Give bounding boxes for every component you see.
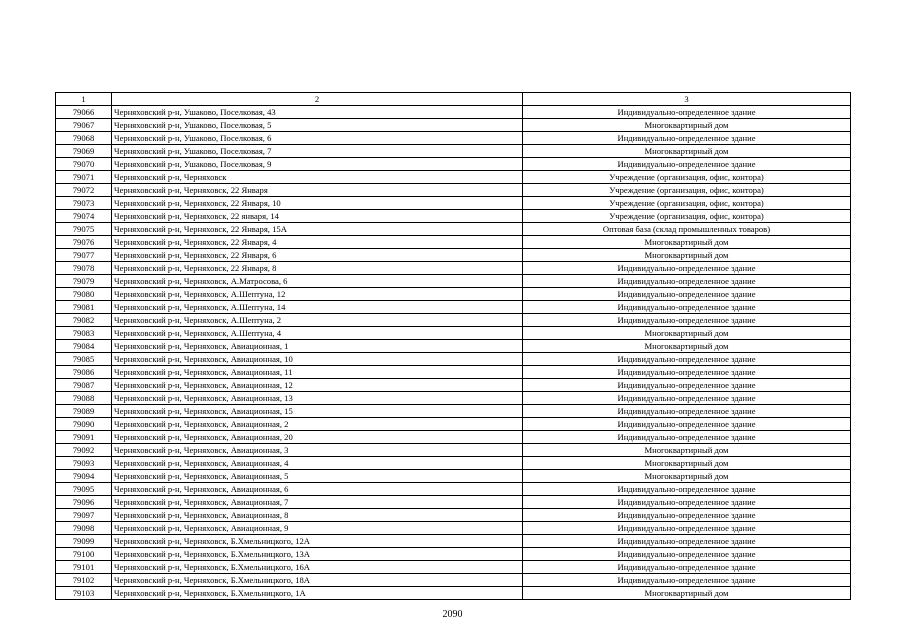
record-number-cell: 79067: [56, 119, 112, 132]
address-cell: Черняховский р-н, Черняховск, А.Шептуна, 4: [112, 327, 523, 340]
table-row: [56, 327, 851, 340]
record-number-cell: 79079: [56, 275, 112, 288]
building-type-cell: Индивидуально-определенное здание: [523, 418, 851, 431]
building-type-cell: Учреждение (организация, офис, контора): [523, 197, 851, 210]
table-row: [56, 171, 851, 184]
table-row: [56, 366, 851, 379]
address-cell: Черняховский р-н, Черняховск, Б.Хмельницкого, 1А: [112, 587, 523, 600]
building-type-cell: Индивидуально-определенное здание: [523, 353, 851, 366]
table-row: [56, 340, 851, 353]
record-number-cell: 79090: [56, 418, 112, 431]
record-number-cell: 79097: [56, 509, 112, 522]
record-number-cell: 79074: [56, 210, 112, 223]
building-type-cell: Индивидуально-определенное здание: [523, 106, 851, 119]
record-number-cell: 79084: [56, 340, 112, 353]
page-number: 2090: [442, 609, 463, 620]
building-type-cell: Индивидуально-определенное здание: [523, 561, 851, 574]
table-row: [56, 158, 851, 171]
record-number-cell: 79091: [56, 431, 112, 444]
record-number-cell: 79098: [56, 522, 112, 535]
building-type-cell: Многоквартирный дом: [523, 145, 851, 158]
table-row: [56, 496, 851, 509]
address-cell: Черняховский р-н, Ушаково, Поселковая, 5: [112, 119, 523, 132]
record-number-cell: 79081: [56, 301, 112, 314]
table-row: [56, 535, 851, 548]
building-type-cell: Индивидуально-определенное здание: [523, 574, 851, 587]
record-number-cell: 79082: [56, 314, 112, 327]
table-row: [56, 236, 851, 249]
record-number-cell: 79096: [56, 496, 112, 509]
address-cell: Черняховский р-н, Черняховск, Б.Хмельницкого, 12А: [112, 535, 523, 548]
building-type-cell: Многоквартирный дом: [523, 119, 851, 132]
address-cell: Черняховский р-н, Черняховск, 22 Января, 15А: [112, 223, 523, 236]
address-cell: Черняховский р-н, Черняховск, Авиационная, 4: [112, 457, 523, 470]
record-number-cell: 79099: [56, 535, 112, 548]
address-cell: Черняховский р-н, Черняховск, Авиационная, 7: [112, 496, 523, 509]
building-type-cell: Индивидуально-определенное здание: [523, 522, 851, 535]
record-number-cell: 79080: [56, 288, 112, 301]
building-type-cell: Индивидуально-определенное здание: [523, 275, 851, 288]
record-number-cell: 79101: [56, 561, 112, 574]
address-cell: Черняховский р-н, Черняховск, А.Матросова, 6: [112, 275, 523, 288]
address-cell: Черняховский р-н, Черняховск, Авиационная, 8: [112, 509, 523, 522]
record-number-cell: 79103: [56, 587, 112, 600]
table-row: [56, 483, 851, 496]
building-type-cell: Многоквартирный дом: [523, 340, 851, 353]
record-number-cell: 79085: [56, 353, 112, 366]
record-number-cell: 79088: [56, 392, 112, 405]
building-type-cell: Многоквартирный дом: [523, 444, 851, 457]
table-row: [56, 561, 851, 574]
address-cell: Черняховский р-н, Ушаково, Поселковая, 7: [112, 145, 523, 158]
table-row: [56, 314, 851, 327]
record-number-cell: 79068: [56, 132, 112, 145]
address-cell: Черняховский р-н, Черняховск, А.Шептуна, 12: [112, 288, 523, 301]
record-number-cell: 79078: [56, 262, 112, 275]
table-row: [56, 288, 851, 301]
building-registry-table: [55, 92, 851, 600]
address-cell: Черняховский р-н, Черняховск, Авиационная, 1: [112, 340, 523, 353]
address-cell: Черняховский р-н, Черняховск, 22 Января: [112, 184, 523, 197]
building-type-cell: Индивидуально-определенное здание: [523, 158, 851, 171]
building-type-cell: Индивидуально-определенное здание: [523, 483, 851, 496]
address-cell: Черняховский р-н, Черняховск, Авиационная, 13: [112, 392, 523, 405]
building-type-cell: Многоквартирный дом: [523, 587, 851, 600]
building-type-cell: Индивидуально-определенное здание: [523, 366, 851, 379]
table-row: [56, 132, 851, 145]
building-type-cell: Многоквартирный дом: [523, 327, 851, 340]
table-row: [56, 392, 851, 405]
building-type-cell: Учреждение (организация, офис, контора): [523, 210, 851, 223]
building-type-cell: Индивидуально-определенное здание: [523, 496, 851, 509]
table-row: [56, 587, 851, 600]
building-type-cell: Индивидуально-определенное здание: [523, 288, 851, 301]
address-cell: Черняховский р-н, Ушаково, Поселковая, 43: [112, 106, 523, 119]
address-cell: Черняховский р-н, Черняховск, Авиационная, 6: [112, 483, 523, 496]
building-type-cell: Индивидуально-определенное здание: [523, 301, 851, 314]
table-row: [56, 275, 851, 288]
record-number-cell: 79102: [56, 574, 112, 587]
building-type-cell: Учреждение (организация, офис, контора): [523, 184, 851, 197]
record-number-cell: 79073: [56, 197, 112, 210]
address-cell: Черняховский р-н, Черняховск, Б.Хмельницкого, 16А: [112, 561, 523, 574]
table-row: [56, 470, 851, 483]
record-number-cell: 79075: [56, 223, 112, 236]
column-header-address: 2: [112, 93, 523, 106]
table-row: [56, 184, 851, 197]
address-cell: Черняховский р-н, Черняховск, 22 Января, 6: [112, 249, 523, 262]
table-row: [56, 197, 851, 210]
table-row: [56, 418, 851, 431]
building-type-cell: Индивидуально-определенное здание: [523, 535, 851, 548]
record-number-cell: 79086: [56, 366, 112, 379]
table-row: [56, 223, 851, 236]
address-cell: Черняховский р-н, Черняховск, 22 января, 14: [112, 210, 523, 223]
table-row: [56, 522, 851, 535]
record-number-cell: 79093: [56, 457, 112, 470]
address-cell: Черняховский р-н, Черняховск, Б.Хмельницкого, 18А: [112, 574, 523, 587]
building-type-cell: Индивидуально-определенное здание: [523, 548, 851, 561]
building-type-cell: Многоквартирный дом: [523, 470, 851, 483]
address-cell: Черняховский р-н, Черняховск, 22 Января, 8: [112, 262, 523, 275]
address-cell: Черняховский р-н, Ушаково, Поселковая, 6: [112, 132, 523, 145]
table-row: [56, 574, 851, 587]
record-number-cell: 79077: [56, 249, 112, 262]
address-cell: Черняховский р-н, Черняховск, Авиационная, 11: [112, 366, 523, 379]
address-cell: Черняховский р-н, Черняховск, Б.Хмельницкого, 13А: [112, 548, 523, 561]
record-number-cell: 79089: [56, 405, 112, 418]
record-number-cell: 79066: [56, 106, 112, 119]
address-cell: Черняховский р-н, Черняховск, Авиационная, 9: [112, 522, 523, 535]
building-type-cell: Многоквартирный дом: [523, 457, 851, 470]
building-type-cell: Индивидуально-определенное здание: [523, 132, 851, 145]
table-row: [56, 249, 851, 262]
building-type-cell: Индивидуально-определенное здание: [523, 262, 851, 275]
table-row: [56, 353, 851, 366]
table-row: [56, 548, 851, 561]
record-number-cell: 79094: [56, 470, 112, 483]
table-row: [56, 444, 851, 457]
record-number-cell: 79072: [56, 184, 112, 197]
record-number-cell: 79083: [56, 327, 112, 340]
table-row: [56, 106, 851, 119]
table-header-row: [56, 93, 851, 106]
address-cell: Черняховский р-н, Черняховск, А.Шептуна, 14: [112, 301, 523, 314]
record-number-cell: 79069: [56, 145, 112, 158]
table-body: [56, 93, 851, 600]
address-cell: Черняховский р-н, Черняховск, Авиационная, 12: [112, 379, 523, 392]
building-type-cell: Многоквартирный дом: [523, 236, 851, 249]
building-type-cell: Индивидуально-определенное здание: [523, 431, 851, 444]
address-cell: Черняховский р-н, Черняховск, Авиационная, 5: [112, 470, 523, 483]
address-cell: Черняховский р-н, Черняховск, Авиационная, 10: [112, 353, 523, 366]
address-cell: Черняховский р-н, Черняховск, Авиационная, 3: [112, 444, 523, 457]
building-type-cell: Индивидуально-определенное здание: [523, 392, 851, 405]
record-number-cell: 79100: [56, 548, 112, 561]
table-row: [56, 145, 851, 158]
column-header-number: 1: [56, 93, 112, 106]
record-number-cell: 79092: [56, 444, 112, 457]
table-row: [56, 119, 851, 132]
address-cell: Черняховский р-н, Черняховск, 22 Января, 4: [112, 236, 523, 249]
table-row: [56, 509, 851, 522]
building-type-cell: Оптовая база (склад промышленных товаров): [523, 223, 851, 236]
building-type-cell: Индивидуально-определенное здание: [523, 314, 851, 327]
building-type-cell: Индивидуально-определенное здание: [523, 509, 851, 522]
building-type-cell: Индивидуально-определенное здание: [523, 379, 851, 392]
table-row: [56, 301, 851, 314]
address-cell: Черняховский р-н, Черняховск, 22 Января, 10: [112, 197, 523, 210]
record-number-cell: 79087: [56, 379, 112, 392]
record-number-cell: 79070: [56, 158, 112, 171]
address-cell: Черняховский р-н, Черняховск, Авиационная, 15: [112, 405, 523, 418]
address-cell: Черняховский р-н, Черняховск, Авиационная, 2: [112, 418, 523, 431]
record-number-cell: 79095: [56, 483, 112, 496]
document-page: [55, 92, 850, 600]
table-row: [56, 405, 851, 418]
table-row: [56, 210, 851, 223]
building-type-cell: Индивидуально-определенное здание: [523, 405, 851, 418]
address-cell: Черняховский р-н, Черняховск: [112, 171, 523, 184]
table-row: [56, 379, 851, 392]
table-row: [56, 431, 851, 444]
table-row: [56, 262, 851, 275]
address-cell: Черняховский р-н, Ушаково, Поселковая, 9: [112, 158, 523, 171]
record-number-cell: 79076: [56, 236, 112, 249]
building-type-cell: Учреждение (организация, офис, контора): [523, 171, 851, 184]
building-type-cell: Многоквартирный дом: [523, 249, 851, 262]
address-cell: Черняховский р-н, Черняховск, Авиационная, 20: [112, 431, 523, 444]
table-row: [56, 457, 851, 470]
column-header-type: 3: [523, 93, 851, 106]
address-cell: Черняховский р-н, Черняховск, А.Шептуна, 2: [112, 314, 523, 327]
record-number-cell: 79071: [56, 171, 112, 184]
